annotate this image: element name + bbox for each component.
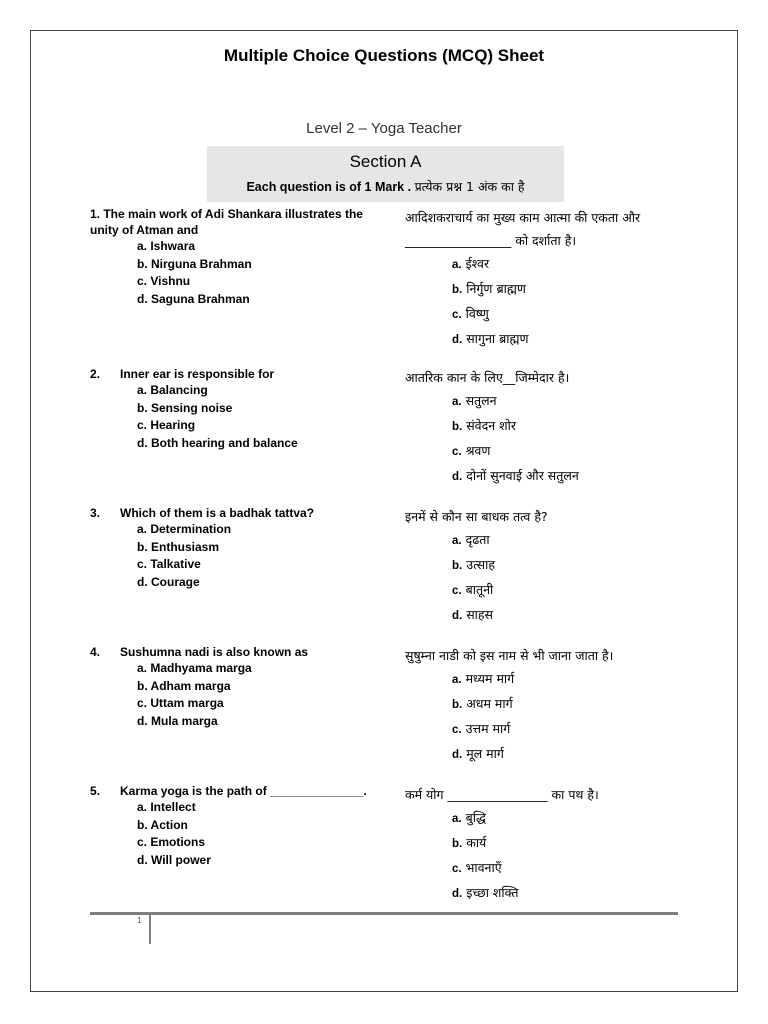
question-text: आदिशकराचार्य का मुख्य काम आत्मा की एकता और _________________ को दर्शाता है।	[405, 210, 641, 248]
question-text: 3. Which of them is a badhak tattva?	[90, 506, 315, 520]
option: b. Nirguna Brahman	[137, 256, 252, 271]
option: b. कार्य	[452, 835, 487, 850]
question-text: सुषुम्ना नाडी को इस नाम से भी जाना जाता है।	[405, 648, 614, 663]
question-3-english	[90, 505, 375, 591]
option: c. Hearing	[137, 418, 196, 432]
question-4-hindi	[405, 644, 705, 767]
option: a. बुद्धि	[452, 810, 486, 825]
option: d. मूल मार्ग	[452, 746, 504, 761]
question-2-hindi	[405, 366, 705, 489]
option: d. सागुना ब्राह्मण	[452, 331, 529, 346]
question-text: 1. The main work of Adi Shankara illustrates the unity of Atman and	[90, 207, 363, 237]
option: b. निर्गुण ब्राह्मण	[452, 281, 526, 296]
option-list	[405, 667, 705, 767]
option: d. Will power	[137, 852, 211, 867]
option: d. दोनों सुनवाई और सतुलन	[452, 468, 579, 483]
option: b. संवेदन शोर	[452, 418, 517, 433]
option-list	[405, 252, 705, 352]
option: c. Emotions	[137, 835, 206, 849]
option: d. Mula marga	[137, 713, 218, 728]
question-text: 2. Inner ear is responsible for	[90, 367, 275, 381]
option: c. विष्णु	[452, 306, 489, 321]
question-text: कर्म योग ________________ का पथ है।	[405, 787, 599, 802]
question-4-english	[90, 644, 375, 730]
option: b. उत्साह	[452, 557, 495, 572]
option: c. Uttam marga	[137, 696, 224, 710]
option: d. Saguna Brahman	[137, 291, 250, 306]
option-list	[90, 521, 375, 591]
option: d. Both hearing and balance	[137, 435, 298, 450]
question-1-english	[90, 206, 375, 308]
option-list	[405, 389, 705, 489]
option: a. Madhyama marga	[137, 661, 252, 675]
option-list	[405, 806, 705, 906]
option: c. श्रवण	[452, 443, 491, 458]
option: c. उत्तम मार्ग	[452, 721, 511, 736]
question-1-hindi	[405, 206, 705, 352]
option-list	[90, 799, 375, 869]
section-header	[207, 146, 564, 202]
option-list	[90, 382, 375, 452]
option: d. इच्छा शक्ति	[452, 885, 519, 900]
option: b. अधम मार्ग	[452, 696, 513, 711]
section-note-hindi: प्रत्येक प्रश्न 1 अंक का है	[414, 179, 525, 194]
question-text: 5. Karma yoga is the path of ______________.	[90, 784, 367, 798]
question-text: इनमें से कौन सा बाधक तत्व है?	[405, 509, 548, 524]
question-5-hindi	[405, 783, 705, 906]
footer-page-bar	[149, 915, 151, 944]
option: a. सतुलन	[452, 393, 497, 408]
option: c. भावनाएँ	[452, 860, 502, 875]
section-note	[207, 178, 564, 195]
option: b. Adham marga	[137, 678, 231, 693]
option: b. Sensing noise	[137, 400, 233, 415]
section-note-english: Each question is of 1 Mark .	[246, 180, 412, 194]
option: d. साहस	[452, 607, 493, 622]
document-title: Multiple Choice Questions (MCQ) Sheet	[223, 46, 545, 65]
option: a. मध्यम मार्ग	[452, 671, 515, 686]
question-2-english	[90, 366, 375, 452]
option: a. Intellect	[137, 800, 196, 814]
option-list	[405, 528, 705, 628]
option: c. Vishnu	[137, 274, 191, 288]
question-5-english	[90, 783, 375, 869]
option-list	[90, 238, 375, 308]
option: a. ईश्वर	[452, 256, 490, 271]
option: b. Enthusiasm	[137, 539, 220, 554]
option: b. Action	[137, 817, 188, 832]
document-subtitle: Level 2 – Yoga Teacher	[306, 120, 462, 137]
option: c. Talkative	[137, 557, 201, 571]
option: a. Determination	[137, 522, 232, 536]
option: a. Balancing	[137, 383, 208, 397]
option-list	[90, 660, 375, 730]
option: a. Ishwara	[137, 239, 196, 253]
question-text: 4. Sushumna nadi is also known as	[90, 645, 309, 659]
question-3-hindi	[405, 505, 705, 628]
section-title: Section A	[349, 152, 422, 171]
page-number: 1	[137, 916, 142, 925]
option: a. दृढता	[452, 532, 490, 547]
option: c. बातूनी	[452, 582, 494, 597]
option: d. Courage	[137, 574, 200, 589]
question-text: आतरिक कान के लिए__जिम्मेदार है।	[405, 370, 570, 385]
footer-divider	[90, 912, 678, 915]
